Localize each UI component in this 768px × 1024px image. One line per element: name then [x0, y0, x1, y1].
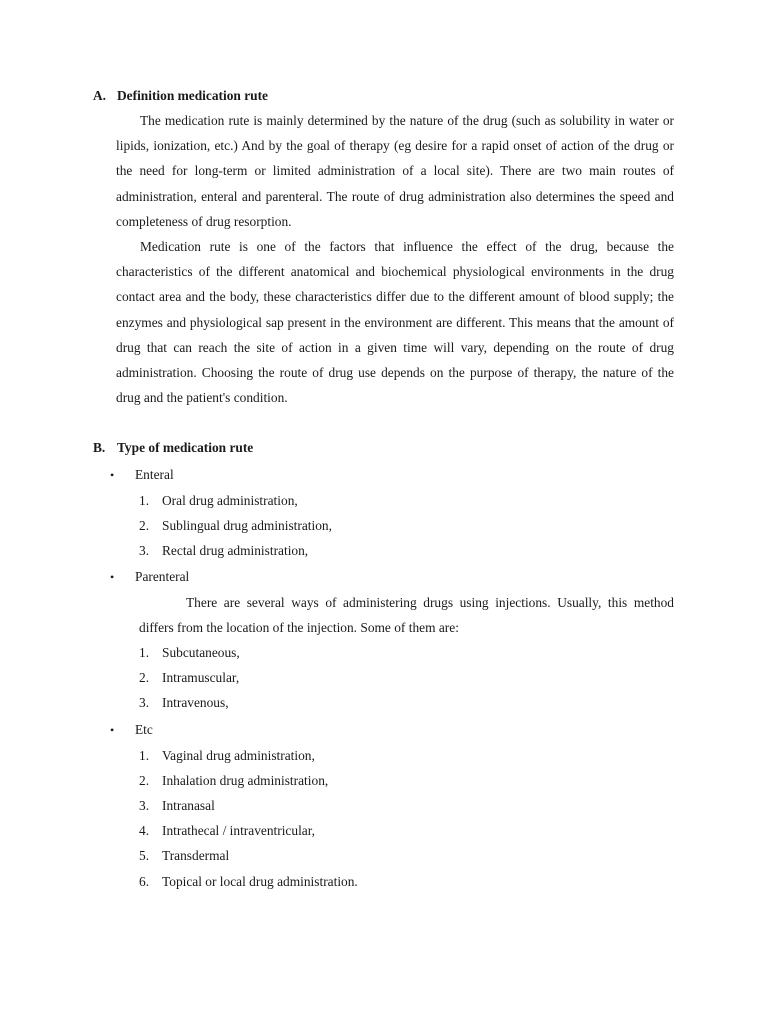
list-item-number: 1. — [139, 645, 150, 660]
bullet-enteral-label: Enteral — [135, 467, 174, 482]
list-item-text: Intranasal — [162, 798, 215, 813]
section-b-letter: B. — [93, 440, 106, 455]
section-a-letter: A. — [93, 88, 107, 103]
bullet-parenteral — [110, 568, 189, 586]
list-item-number: 6. — [139, 874, 150, 889]
section-a-title: Definition medication rute — [117, 88, 268, 103]
bullet-parenteral-label: Parenteral — [135, 569, 190, 584]
bullet-etc — [110, 721, 153, 739]
list-item — [139, 492, 298, 510]
bullet-etc-label: Etc — [135, 722, 153, 737]
list-item — [139, 747, 315, 765]
bullet-icon: • — [110, 570, 115, 584]
list-item-text: Sublingual drug administration, — [162, 518, 332, 533]
list-item-text: Inhalation drug administration, — [162, 773, 329, 788]
list-item-number: 1. — [139, 748, 150, 763]
list-item-text: Intrathecal / intraventricular, — [162, 823, 316, 838]
list-item — [139, 873, 358, 891]
list-item-number: 1. — [139, 493, 150, 508]
list-item-text: Oral drug administration, — [162, 493, 298, 508]
list-item-number: 5. — [139, 848, 150, 863]
list-item — [139, 517, 332, 535]
list-item-number: 3. — [139, 798, 150, 813]
list-item — [139, 797, 215, 815]
list-item — [139, 772, 328, 790]
list-item-number: 2. — [139, 773, 150, 788]
bullet-enteral — [110, 466, 174, 484]
bullet-icon: • — [110, 723, 115, 737]
parenteral-intro-paragraph: There are several ways of administering drugs using injections. Usually, this method differs from the location of the injection. Some of them are: — [139, 595, 674, 636]
list-item-text: Intravenous, — [162, 695, 229, 710]
list-item — [139, 644, 240, 662]
list-item-number: 4. — [139, 823, 150, 838]
list-item-text: Rectal drug administration, — [162, 543, 309, 558]
section-a-paragraph-2: Medication rute is one of the factors that influence the effect of the drug, because the characteristics of the different anatomical and biochemical physiological environments in the drug contact area and the body, these characteristics differ due to the different amount of blood supply; the enzymes and physiological sap present in the environment are different. This means that the amount of drug that can reach the site of action in a given time will vary, depending on the route of drug administration. Choosing the route of drug use depends on the purpose of therapy, the nature of the drug and the patient's condition. — [116, 239, 674, 406]
section-b-heading — [93, 439, 253, 457]
list-item-text: Transdermal — [162, 848, 230, 863]
list-item — [139, 847, 229, 865]
list-item-number: 3. — [139, 543, 150, 558]
list-item — [139, 694, 229, 712]
list-item-text: Intramuscular, — [162, 670, 240, 685]
list-item — [139, 542, 308, 560]
list-item-number: 3. — [139, 695, 150, 710]
list-item-text: Topical or local drug administration. — [162, 874, 358, 889]
list-item-text: Subcutaneous, — [162, 645, 240, 660]
section-a-heading — [93, 87, 268, 105]
list-item-number: 2. — [139, 670, 150, 685]
list-item — [139, 822, 315, 840]
list-item-text: Vaginal drug administration, — [162, 748, 315, 763]
section-a-paragraph-1: The medication rute is mainly determined by the nature of the drug (such as solubility in water or lipids, ionization, etc.) And by the goal of therapy (eg desire for a rapid onset of action of the drug or the need for long-term or limited administration of a local site). There are two main routes of administration, enteral and parenteral. The route of drug administration also determines the speed and completeness of drug resorption. — [116, 113, 674, 229]
list-item-number: 2. — [139, 518, 150, 533]
list-item — [139, 669, 239, 687]
bullet-icon: • — [110, 468, 115, 482]
section-b-title: Type of medication rute — [117, 440, 254, 455]
